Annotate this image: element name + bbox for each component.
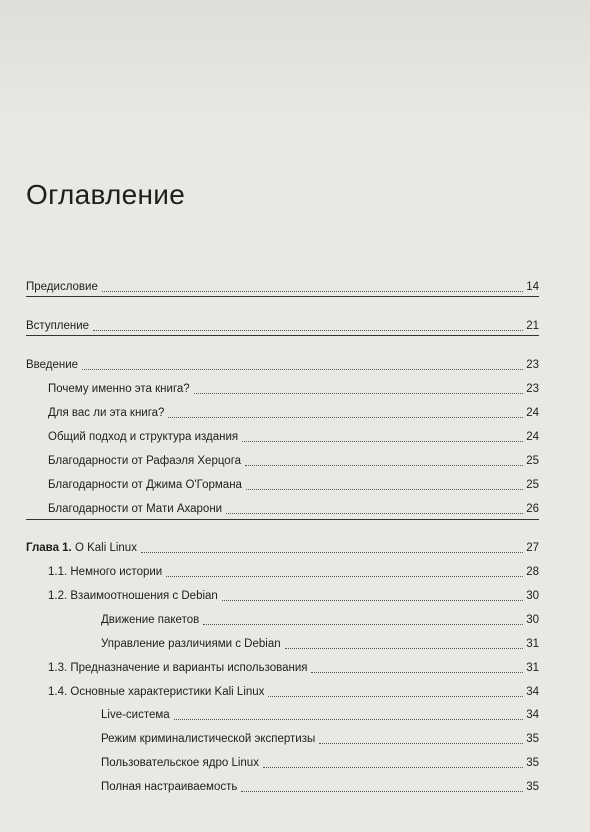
toc-entry-label: Live-система bbox=[101, 709, 170, 721]
toc-entry-label: Полная настраиваемость bbox=[101, 781, 238, 793]
toc-entry-label: Почему именно эта книга? bbox=[48, 383, 190, 395]
leader-dots bbox=[141, 541, 523, 553]
leader-dots bbox=[166, 565, 523, 577]
toc-entry-page: 25 bbox=[526, 455, 539, 467]
toc-entry-label: Движение пакетов bbox=[101, 614, 200, 626]
divider bbox=[26, 519, 539, 520]
toc-entry-customizable bbox=[101, 779, 539, 794]
toc-entry-is-this-for-you bbox=[48, 405, 539, 420]
leader-dots bbox=[93, 319, 523, 331]
toc-entry-introduction bbox=[26, 357, 539, 372]
leader-dots bbox=[102, 280, 523, 292]
toc-entry-label: Общий подход и структура издания bbox=[48, 431, 239, 443]
bleed-through-area bbox=[0, 0, 590, 120]
divider bbox=[26, 335, 539, 336]
toc-entry-label: Благодарности от Мати Ахарони bbox=[48, 503, 223, 515]
chapter-title: O Kali Linux bbox=[74, 542, 137, 554]
leader-dots bbox=[203, 613, 523, 625]
toc-entry-thanks-mati bbox=[48, 501, 539, 516]
toc-entry-label: Для вас ли эта книга? bbox=[48, 407, 165, 419]
toc-entry-page: 31 bbox=[526, 662, 539, 674]
leader-dots bbox=[82, 358, 523, 370]
toc-entry-page: 14 bbox=[526, 281, 539, 293]
toc-entry-page: 35 bbox=[526, 757, 539, 769]
toc-entry-label: Режим криминалистической экспертизы bbox=[101, 733, 316, 745]
toc-entry-page: 23 bbox=[526, 359, 539, 371]
toc-entry-page: 35 bbox=[526, 781, 539, 793]
toc-entry-label: 1.1. Немного истории bbox=[48, 566, 163, 578]
leader-dots bbox=[194, 382, 523, 394]
toc-entry-foreword bbox=[26, 318, 539, 333]
leader-dots bbox=[168, 406, 523, 418]
toc-entry-label: Предисловие bbox=[26, 281, 98, 293]
leader-dots bbox=[241, 780, 523, 792]
leader-dots bbox=[285, 637, 523, 649]
toc-entry-thanks-raphael bbox=[48, 453, 539, 468]
toc-entry-label: Благодарности от Рафаэля Херцога bbox=[48, 455, 242, 467]
toc-entry-forensics-mode bbox=[101, 731, 539, 746]
toc-entry-page: 24 bbox=[526, 431, 539, 443]
toc-entry-label: Вступление bbox=[26, 320, 90, 332]
toc-entry-label: 1.2. Взаимоотношения с Debian bbox=[48, 590, 218, 602]
toc-entry-live-system bbox=[101, 707, 539, 722]
toc-entry-page: 34 bbox=[526, 709, 539, 721]
toc-entry-chapter-1 bbox=[26, 540, 539, 555]
leader-dots bbox=[226, 502, 523, 514]
toc-entry-page: 23 bbox=[526, 383, 539, 395]
toc-entry-label: Пользовательское ядро Linux bbox=[101, 757, 259, 769]
toc-entry-label: Управление различиями с Debian bbox=[101, 638, 281, 650]
toc-entry-page: 34 bbox=[526, 686, 539, 698]
toc-entry-page: 35 bbox=[526, 733, 539, 745]
toc-entry-why-this-book bbox=[48, 381, 539, 396]
leader-dots bbox=[268, 685, 523, 697]
toc-entry-page: 28 bbox=[526, 566, 539, 578]
toc-entry-page: 26 bbox=[526, 503, 539, 515]
toc-entry-label: 1.4. Основные характеристики Kali Linux bbox=[48, 686, 265, 698]
chapter-number: Глава 1. bbox=[26, 542, 72, 554]
toc-entry-general-approach bbox=[48, 429, 539, 444]
toc-entry-managing-differences bbox=[101, 636, 539, 651]
divider bbox=[26, 296, 539, 297]
leader-dots bbox=[246, 478, 523, 490]
leader-dots bbox=[174, 708, 523, 720]
toc-entry-page: 21 bbox=[526, 320, 539, 332]
toc-entry-package-flow bbox=[101, 612, 539, 627]
leader-dots bbox=[263, 756, 523, 768]
page-title: Оглавление bbox=[26, 179, 186, 210]
toc-entry-page: 25 bbox=[526, 479, 539, 491]
toc-entry-thanks-jim bbox=[48, 477, 539, 492]
toc-entry-label: 1.3. Предназначение и варианты использования bbox=[48, 662, 308, 674]
toc-entry-page: 24 bbox=[526, 407, 539, 419]
leader-dots bbox=[319, 732, 523, 744]
toc-entry-1-3 bbox=[48, 660, 539, 675]
leader-dots bbox=[222, 589, 523, 601]
toc-entry-1-4 bbox=[48, 684, 539, 699]
toc-entry-page: 30 bbox=[526, 590, 539, 602]
toc-entry-label: Введение bbox=[26, 359, 79, 371]
toc-entry-page: 30 bbox=[526, 614, 539, 626]
toc-entry-page: 31 bbox=[526, 638, 539, 650]
toc-entry-1-2 bbox=[48, 588, 539, 603]
toc-entry-1-1 bbox=[48, 564, 539, 579]
toc-entry-custom-kernel bbox=[101, 755, 539, 770]
toc-entry-label bbox=[26, 541, 139, 555]
leader-dots bbox=[242, 430, 523, 442]
leader-dots bbox=[311, 661, 523, 673]
leader-dots bbox=[245, 454, 523, 466]
toc-entry-preface bbox=[26, 279, 539, 294]
toc-entry-page: 27 bbox=[526, 542, 539, 554]
toc-entry-label: Благодарности от Джима О'Гормана bbox=[48, 479, 242, 491]
